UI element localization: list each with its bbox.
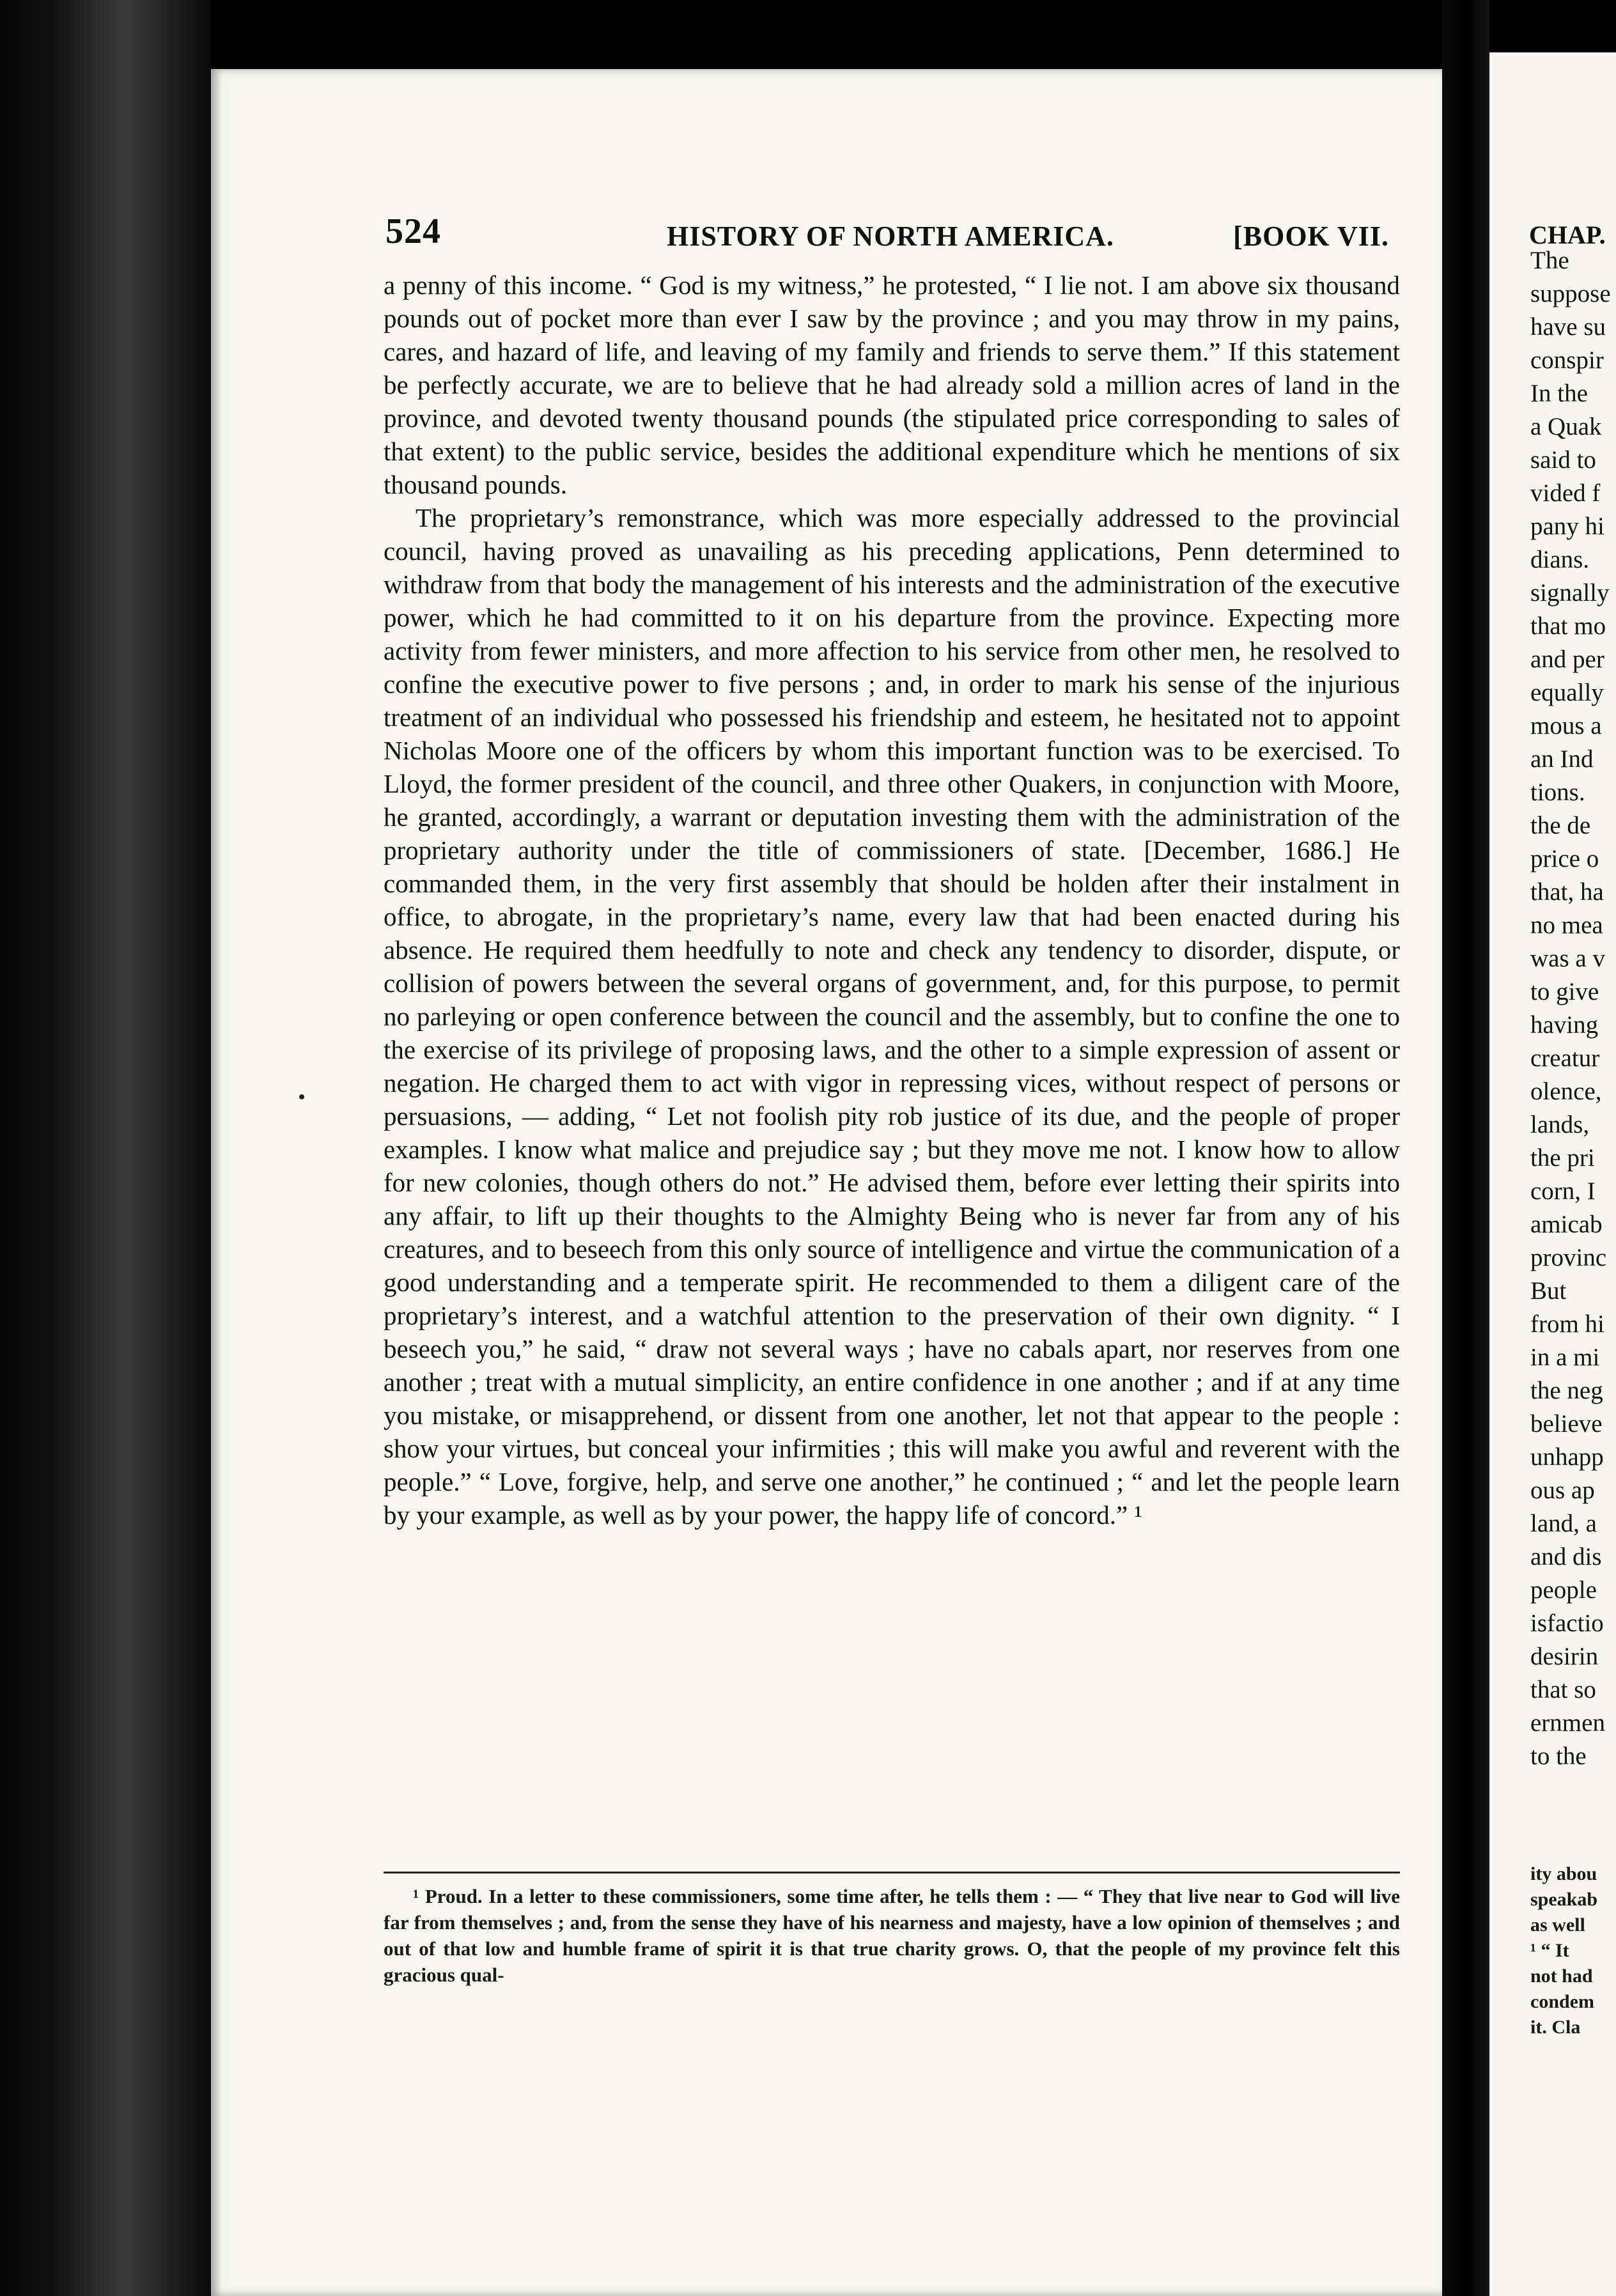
facing-page-note-line: not had [1530, 1966, 1593, 1987]
facing-page-line: vided f [1530, 479, 1601, 507]
facing-page-note-line: as well [1530, 1914, 1585, 1935]
facing-page-line: provinc [1530, 1244, 1607, 1271]
page-number: 524 [385, 212, 441, 251]
facing-page-note-line: condem [1530, 1991, 1594, 2012]
facing-page-line: to the [1530, 1742, 1587, 1770]
facing-page-line: that, ha [1530, 878, 1604, 906]
facing-page-note-line: ity abou [1530, 1863, 1597, 1884]
facing-page-line: amicab [1530, 1211, 1603, 1238]
facing-page-line: In the [1530, 380, 1588, 407]
facing-page-line: no mea [1530, 911, 1603, 939]
facing-page-line: having [1530, 1011, 1599, 1039]
facing-page-note-line: ¹ “ It [1530, 1940, 1569, 1961]
facing-page-line: mous a [1530, 712, 1602, 740]
facing-page-line: was a v [1530, 945, 1605, 972]
facing-page-line: desirin [1530, 1643, 1599, 1670]
facing-page-line: in a mi [1530, 1344, 1600, 1371]
facing-page-line: people [1530, 1576, 1597, 1604]
facing-page-line: the neg [1530, 1377, 1603, 1404]
facing-page-line: price o [1530, 845, 1599, 873]
facing-page-line: But [1530, 1277, 1567, 1305]
facing-page-line: olence, [1530, 1078, 1602, 1105]
facing-page-line: ernmen [1530, 1709, 1605, 1737]
facing-page-line: tions. [1530, 779, 1585, 806]
facing-page-line: that mo [1530, 612, 1606, 640]
facing-page [1489, 52, 1616, 2296]
facing-page-note-line: speakab [1530, 1889, 1598, 1910]
facing-page-line: have su [1530, 313, 1606, 341]
facing-page-line: said to [1530, 446, 1596, 474]
facing-page-line: the de [1530, 812, 1591, 839]
facing-page-line: to give [1530, 978, 1599, 1005]
paragraph-2: The proprietary’s remonstrance, which was more especially addressed to the provincial council, having proved as unavailing as his preceding applications, Penn determined to withdraw from that body the management of his interests and the administration of the executive power, which he had committed to it on his departure from the province. Expecting more activity from fewer ministers, and more affection to his service from other men, he resolved to confine the executive power to five persons ; and, in order to mark his sense of the injurious treatment of an individual who possessed his friendship and esteem, he hesitated not to appoint Nicholas Moore one of the officers by whom this important function was to be exercised. To Lloyd, the former president of the council, and three other Quakers, in conjunction with Moore, he granted, accordingly, a warrant or deputation investing them with the administration of the proprietary authority under the title of commissioners of state. [December, 1686.] He commanded them, in the very first assembly that should be holden after their instalment in office, to abrogate, in the proprietary’s name, every law that had been enacted during his absence. He required them heedfully to note and check any tendency to disorder, dispute, or collision of powers between the several organs of government, and, for this purpose, to permit no parleying or open conference between the council and the assembly, but to confine the one to the exercise of its privilege of proposing laws, and the other to a simple expression of assent or negation. He charged them to act with vigor in repressing vices, without respect of persons or persuasions, — adding, “ Let not foolish pity rob justice of its due, and the people of proper examples. I know what malice and prejudice say ; but they move me not. I know how to allow for new colonies, though others do not.” He advised them, before ever letting their spirits into any affair, to lift up their thoughts to the Almighty Being who is never far from any of his creatures, and to beseech from this only source of intelligence and virtue the communication of a good understanding and a temperate spirit. He recommended to them a diligent care of the proprietary’s interest, and a watchful attention to the preservation of their own dignity. “ I beseech you,” he said, “ draw not several ways ; have no cabals apart, nor reserves from one another ; treat with a mutual simplicity, an entire confidence in one another ; and if at any time you mistake, or misapprehend, or dissent from one another, let not that appear to the people : show your virtues, but conceal your infirmities ; this will make you awful and reverent with the people.” “ Love, forgive, help, and serve one another,” he continued ; “ and let the people learn by your example, as well as by your power, the happy life of concord.” ¹ [384, 503, 1400, 1530]
running-title: HISTORY OF NORTH AMERICA. [667, 221, 1114, 252]
facing-page-line: pany hi [1530, 513, 1604, 540]
paragraph-1: a penny of this income. “ God is my witness,” he protested, “ I lie not. I am above six thousand pounds out of pocket more than ever I saw by the province ; and you may throw in my pains, cares, and hazard of life, and leaving of my family and friends to serve them.” If this statement be perfectly accurate, we are to believe that he had already sold a million acres of land in the province, and devoted twenty thousand pounds (the stipulated price corresponding to sales of that extent) to the public service, besides the additional expenditure which he mentions of six thousand pounds. [384, 270, 1400, 499]
facing-page-line: a Quak [1530, 413, 1602, 440]
facing-page-line: The [1530, 247, 1569, 274]
facing-page-line: land, a [1530, 1510, 1597, 1537]
book-binding [0, 0, 211, 2296]
facing-page-line: signally [1530, 579, 1610, 607]
page-gutter [1442, 0, 1489, 2296]
facing-page-line: corn, I [1530, 1177, 1596, 1205]
facing-page-line: believe [1530, 1410, 1603, 1438]
footnote [384, 1883, 1400, 1988]
facing-page-line: that so [1530, 1676, 1596, 1703]
facing-page-line: suppose [1530, 280, 1611, 307]
facing-page-line: creatur [1530, 1044, 1600, 1072]
facing-page-line: lands, [1530, 1111, 1590, 1138]
facing-page-line: the pri [1530, 1144, 1595, 1172]
facing-page-line: and dis [1530, 1543, 1602, 1571]
facing-page-line: ous ap [1530, 1477, 1595, 1504]
page-header [385, 212, 1389, 256]
facing-page-line: and per [1530, 646, 1604, 673]
book-label: [BOOK VII. [1233, 221, 1389, 252]
facing-page-note-line: it. Cla [1530, 2017, 1581, 2038]
footnote-text: ¹ Proud. In a letter to these commissioners, some time after, he tells them : — “ They that live near to God will live far from themselves ; and, from the sense they have of his nearness and majesty, have a low opinion of themselves ; and out of that low and humble frame of spirit it is that true charity grows. O, that the people of my province felt this gracious qual- [384, 1885, 1400, 1986]
facing-page-line: isfactio [1530, 1610, 1604, 1637]
facing-page-line: unhapp [1530, 1443, 1604, 1471]
facing-page-notes [1530, 1861, 1616, 2040]
facing-page-line: from hi [1530, 1310, 1604, 1338]
facing-page-line: dians. [1530, 546, 1590, 573]
facing-page-line: an Ind [1530, 745, 1594, 773]
margin-mark [299, 1094, 304, 1099]
body-text [384, 268, 1400, 1532]
footnote-rule [384, 1872, 1400, 1873]
facing-page-header: CHAP. [1529, 221, 1606, 249]
facing-page-text [1530, 244, 1616, 1773]
facing-page-line: conspir [1530, 346, 1604, 374]
facing-page-line: equally [1530, 679, 1604, 706]
